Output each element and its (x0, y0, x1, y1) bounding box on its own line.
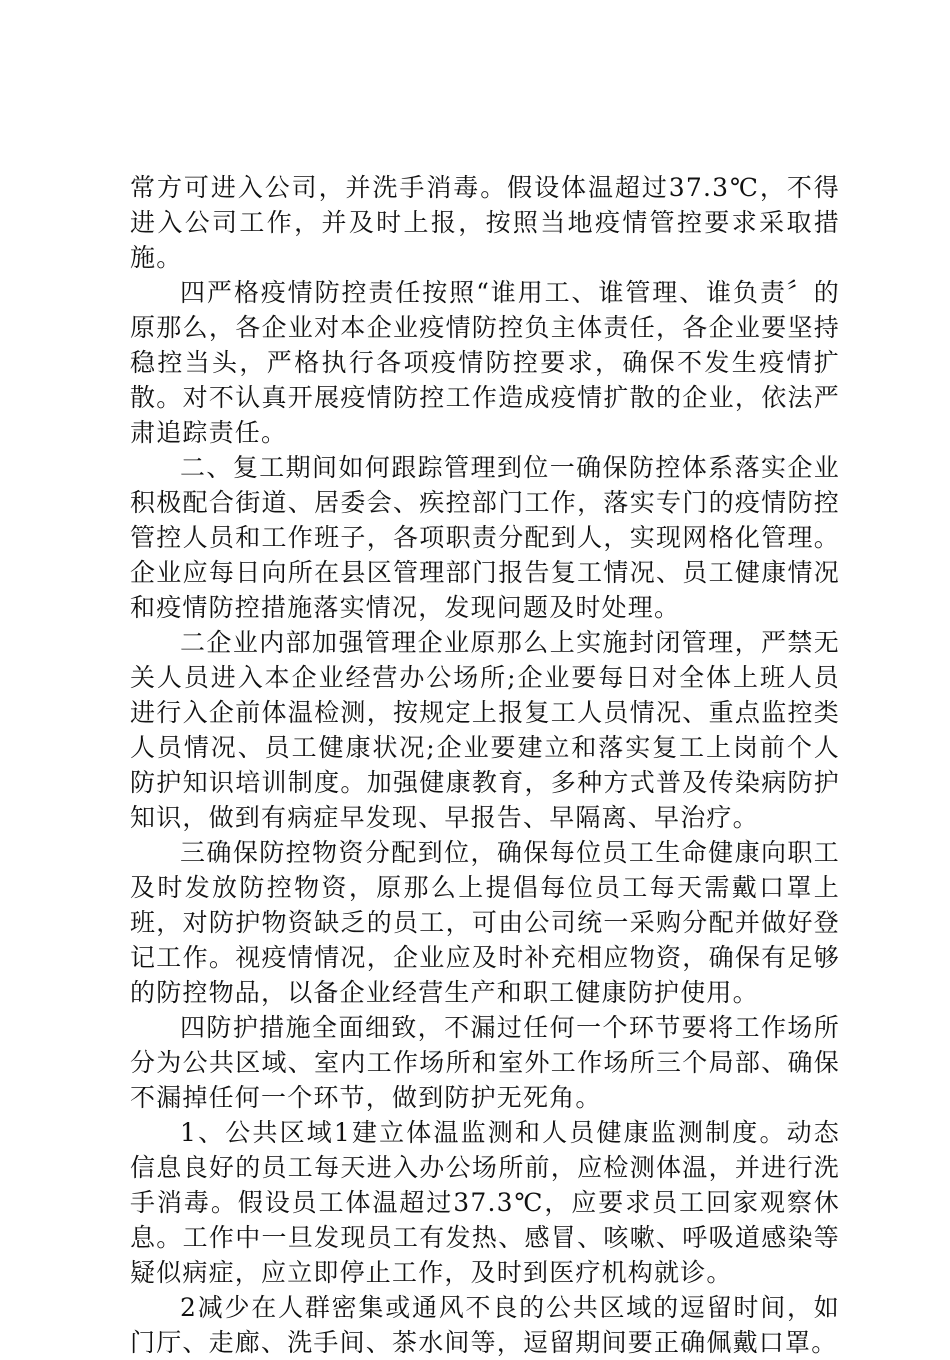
paragraph-3: 二、复工期间如何跟踪管理到位一确保防控体系落实企业积极配合街道、居委会、疾控部门工作，落实专门的疫情防控管控人员和工作班子，各项职责分配到人，实现网格化管理。企业应每日向所在县区管理部门报告复工情况、员工健康情况和疫情防控措施落实情况，发现问题及时处理。 (130, 453, 840, 622)
paragraph-7: 1、公共区域1建立体温监测和人员健康监测制度。动态信息良好的员工每天进入办公场所前，应检测体温，并进行洗手消毒。假设员工体温超过37.3℃，应要求员工回家观察休息。工作中一旦发现员工有发热、感冒、咳嗽、呼吸道感染等疑似病症，应立即停止工作，及时到医疗机构就诊。 (130, 1118, 840, 1287)
paragraph-1: 常方可进入公司，并洗手消毒。假设体温超过37.3℃，不得进入公司工作，并及时上报，按照当地疫情管控要求采取措施。 (130, 173, 840, 272)
paragraph-6: 四防护措施全面细致，不漏过任何一个环节要将工作场所分为公共区域、室内工作场所和室外工作场所三个局部、确保不漏掉任何一个环节，做到防护无死角。 (130, 1013, 840, 1112)
paragraph-4: 二企业内部加强管理企业原那么上实施封闭管理，严禁无关人员进入本企业经营办公场所;企业要每日对全体上班人员进行入企前体温检测，按规定上报复工人员情况、重点监控类人员情况、员工健康状况;企业要建立和落实复工上岗前个人防护知识培训制度。加强健康教育，多种方式普及传染病防护知识，做到有病症早发现、早报告、早隔离、早治疗。 (130, 628, 840, 832)
paragraph-5: 三确保防控物资分配到位，确保每位员工生命健康向职工及时发放防控物资，原那么上提倡每位员工每天需戴口罩上班，对防护物资缺乏的员工，可由公司统一采购分配并做好登记工作。视疫情情况，企业应及时补充相应物资，确保有足够的防控物品，以备企业经营生产和职工健康防护使用。 (130, 838, 840, 1007)
paragraph-2: 四严格疫情防控责任按照“谁用工、谁管理、谁负责〞的原那么，各企业对本企业疫情防控负主体责任，各企业要坚持稳控当头，严格执行各项疫情防控要求，确保不发生疫情扩散。对不认真开展疫情防控工作造成疫情扩散的企业，依法严肃追踪责任。 (130, 278, 840, 447)
paragraph-8: 2减少在人群密集或通风不良的公共区域的逗留时间，如门厅、走廊、洗手间、茶水间等，逗留期间要正确佩戴口罩。 (130, 1293, 840, 1357)
document-body (130, 170, 840, 1360)
